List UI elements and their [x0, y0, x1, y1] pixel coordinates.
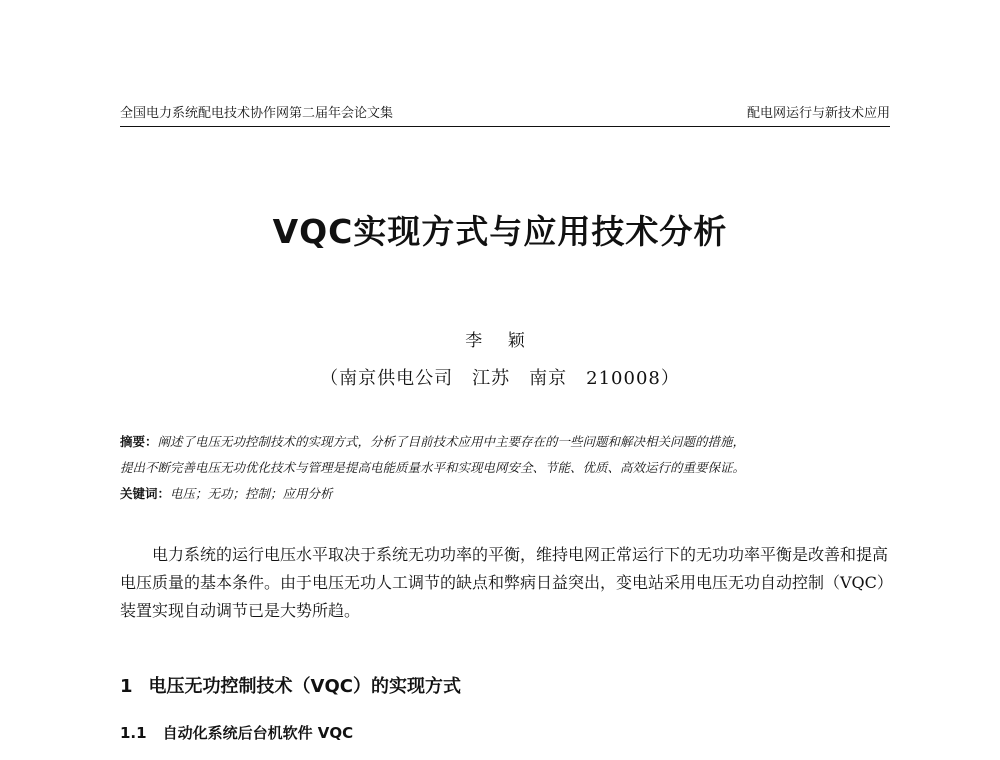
abstract-line-1 — [120, 429, 890, 455]
section-1-1-heading — [120, 722, 353, 743]
author: 李 颖 — [465, 331, 535, 351]
running-header — [120, 104, 890, 127]
section-1-title: 电压无功控制技术（VQC）的实现方式 — [148, 676, 461, 697]
paper-title: VQC实现方式与应用技术分析 — [272, 212, 728, 251]
section-1-number: 1 — [120, 676, 133, 697]
abstract-text-1: 阐述了电压无功控制技术的实现方式，分析了目前技术应用中主要存在的一些问题和解决相关问题的措施， — [157, 434, 746, 449]
header-left: 全国电力系统配电技术协作网第二届年会论文集 — [120, 106, 394, 121]
abstract-label: 摘要： — [120, 434, 158, 449]
keywords-label: 关键词： — [120, 486, 171, 501]
section-1-heading — [120, 672, 461, 698]
intro-paragraph: 电力系统的运行电压水平取决于系统无功功率的平衡，维持电网正常运行下的无功功率平衡是改善和提高电压质量的基本条件。由于电压无功人工调节的缺点和弊病日益突出，变电站采用电压无功自动控制（VQC）装置实现自动调节已是大势所趋。 — [120, 545, 889, 620]
section-1-1-title: 自动化系统后台机软件 VQC — [162, 724, 354, 742]
keywords-text: 电压；无功；控制；应用分析 — [170, 486, 333, 501]
abstract — [120, 429, 890, 507]
header-right: 配电网运行与新技术应用 — [746, 106, 890, 121]
section-1-1-number: 1.1 — [120, 724, 147, 742]
keywords-line — [120, 481, 890, 507]
affiliation: （南京供电公司 江苏 南京 210008） — [320, 368, 680, 389]
abstract-line-2: 提出不断完善电压无功优化技术与管理是提高电能质量水平和实现电网安全、节能、优质、高效运行的重要保证。 — [120, 460, 746, 475]
